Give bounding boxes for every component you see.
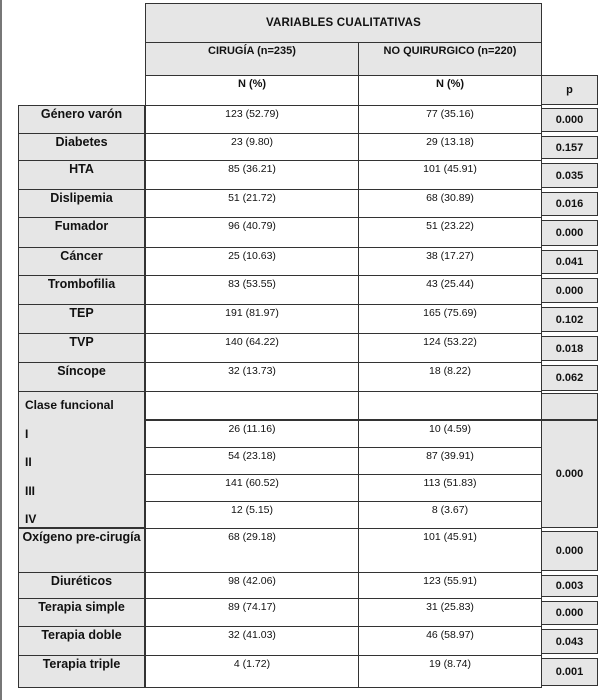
cell-surgery: 4 (1.72) bbox=[145, 655, 359, 688]
cell-p: 0.041 bbox=[541, 250, 598, 274]
row-label: Terapia simple bbox=[18, 598, 145, 627]
cell-surgery: 83 (53.55) bbox=[145, 275, 359, 305]
clase-funcional-blank-p bbox=[541, 393, 598, 420]
cell-surgery: 54 (23.18) bbox=[145, 447, 359, 475]
row-label: Terapia doble bbox=[18, 626, 145, 656]
cell-surgery: 12 (5.15) bbox=[145, 501, 359, 529]
cell-non-surgery: 113 (51.83) bbox=[358, 474, 542, 502]
p-header: p bbox=[541, 75, 598, 105]
row-label: Dislipemia bbox=[18, 189, 145, 218]
cell-surgery: 141 (60.52) bbox=[145, 474, 359, 502]
cell-non-surgery: 18 (8.22) bbox=[358, 362, 542, 393]
cell-p: 0.157 bbox=[541, 136, 598, 159]
row-label: Trombofilia bbox=[18, 275, 145, 305]
left-edge-line bbox=[0, 0, 2, 700]
cell-surgery: 51 (21.72) bbox=[145, 189, 359, 218]
np-header-non-surgery: N (%) bbox=[358, 75, 542, 107]
clase-funcional-blank-non bbox=[358, 391, 542, 420]
cell-p: 0.000 bbox=[541, 531, 598, 571]
cell-non-surgery: 87 (39.91) bbox=[358, 447, 542, 475]
row-label: Cáncer bbox=[18, 247, 145, 276]
cell-non-surgery: 165 (75.69) bbox=[358, 304, 542, 334]
row-label: Terapia triple bbox=[18, 655, 145, 688]
np-header-surgery: N (%) bbox=[145, 75, 359, 107]
cell-non-surgery: 31 (25.83) bbox=[358, 598, 542, 627]
clase-funcional-blank-surgery bbox=[145, 391, 359, 420]
cell-non-surgery: 68 (30.89) bbox=[358, 189, 542, 218]
cell-p: 0.001 bbox=[541, 658, 598, 686]
cell-non-surgery: 10 (4.59) bbox=[358, 420, 542, 448]
cell-p: 0.016 bbox=[541, 192, 598, 216]
cell-surgery: 89 (74.17) bbox=[145, 598, 359, 627]
cell-non-surgery: 8 (3.67) bbox=[358, 501, 542, 529]
cell-surgery: 23 (9.80) bbox=[145, 133, 359, 161]
cell-non-surgery: 101 (45.91) bbox=[358, 528, 542, 573]
row-label: Fumador bbox=[18, 217, 145, 248]
cell-surgery: 68 (29.18) bbox=[145, 528, 359, 573]
cell-p: 0.003 bbox=[541, 575, 598, 597]
cell-surgery: 32 (41.03) bbox=[145, 626, 359, 656]
cell-p: 0.102 bbox=[541, 307, 598, 332]
cell-p: 0.062 bbox=[541, 365, 598, 391]
clase-iii-label: III bbox=[25, 484, 36, 498]
cell-surgery: 191 (81.97) bbox=[145, 304, 359, 334]
col-header-non-surgery: NO QUIRURGICO (n=220) bbox=[358, 42, 542, 76]
clase-funcional-p: 0.000 bbox=[541, 420, 598, 528]
cell-surgery: 85 (36.21) bbox=[145, 160, 359, 190]
clase-funcional-label bbox=[18, 391, 145, 528]
cell-surgery: 26 (11.16) bbox=[145, 420, 359, 448]
row-label: Diabetes bbox=[18, 133, 145, 161]
cell-surgery: 25 (10.63) bbox=[145, 247, 359, 276]
cell-surgery: 140 (64.22) bbox=[145, 333, 359, 363]
cell-p: 0.043 bbox=[541, 629, 598, 654]
cell-p: 0.000 bbox=[541, 220, 598, 246]
cell-non-surgery: 38 (17.27) bbox=[358, 247, 542, 276]
cell-p: 0.000 bbox=[541, 108, 598, 132]
cell-p: 0.000 bbox=[541, 601, 598, 625]
cell-non-surgery: 77 (35.16) bbox=[358, 105, 542, 134]
row-label: HTA bbox=[18, 160, 145, 190]
table-title: VARIABLES CUALITATIVAS bbox=[145, 3, 542, 43]
row-label: Género varón bbox=[18, 105, 145, 134]
clase-funcional-title: Clase funcional bbox=[25, 398, 114, 412]
cell-surgery: 32 (13.73) bbox=[145, 362, 359, 393]
clase-iv-label: IV bbox=[25, 512, 37, 526]
cell-surgery: 96 (40.79) bbox=[145, 217, 359, 248]
cell-non-surgery: 29 (13.18) bbox=[358, 133, 542, 161]
cell-non-surgery: 123 (55.91) bbox=[358, 572, 542, 599]
cell-non-surgery: 101 (45.91) bbox=[358, 160, 542, 190]
cell-non-surgery: 19 (8.74) bbox=[358, 655, 542, 688]
cell-non-surgery: 124 (53.22) bbox=[358, 333, 542, 363]
cell-non-surgery: 46 (58.97) bbox=[358, 626, 542, 656]
row-label: TVP bbox=[18, 333, 145, 363]
cell-p: 0.000 bbox=[541, 278, 598, 303]
cell-surgery: 123 (52.79) bbox=[145, 105, 359, 134]
clase-ii-label: II bbox=[25, 455, 32, 469]
row-label: Diuréticos bbox=[18, 572, 145, 599]
cell-non-surgery: 43 (25.44) bbox=[358, 275, 542, 305]
col-header-surgery: CIRUGÍA (n=235) bbox=[145, 42, 359, 76]
clase-i-label: I bbox=[25, 427, 29, 441]
row-label: Síncope bbox=[18, 362, 145, 393]
cell-surgery: 98 (42.06) bbox=[145, 572, 359, 599]
cell-non-surgery: 51 (23.22) bbox=[358, 217, 542, 248]
cell-p: 0.018 bbox=[541, 336, 598, 361]
row-label: Oxígeno pre-cirugía bbox=[18, 528, 145, 573]
row-label: TEP bbox=[18, 304, 145, 334]
cell-p: 0.035 bbox=[541, 163, 598, 188]
